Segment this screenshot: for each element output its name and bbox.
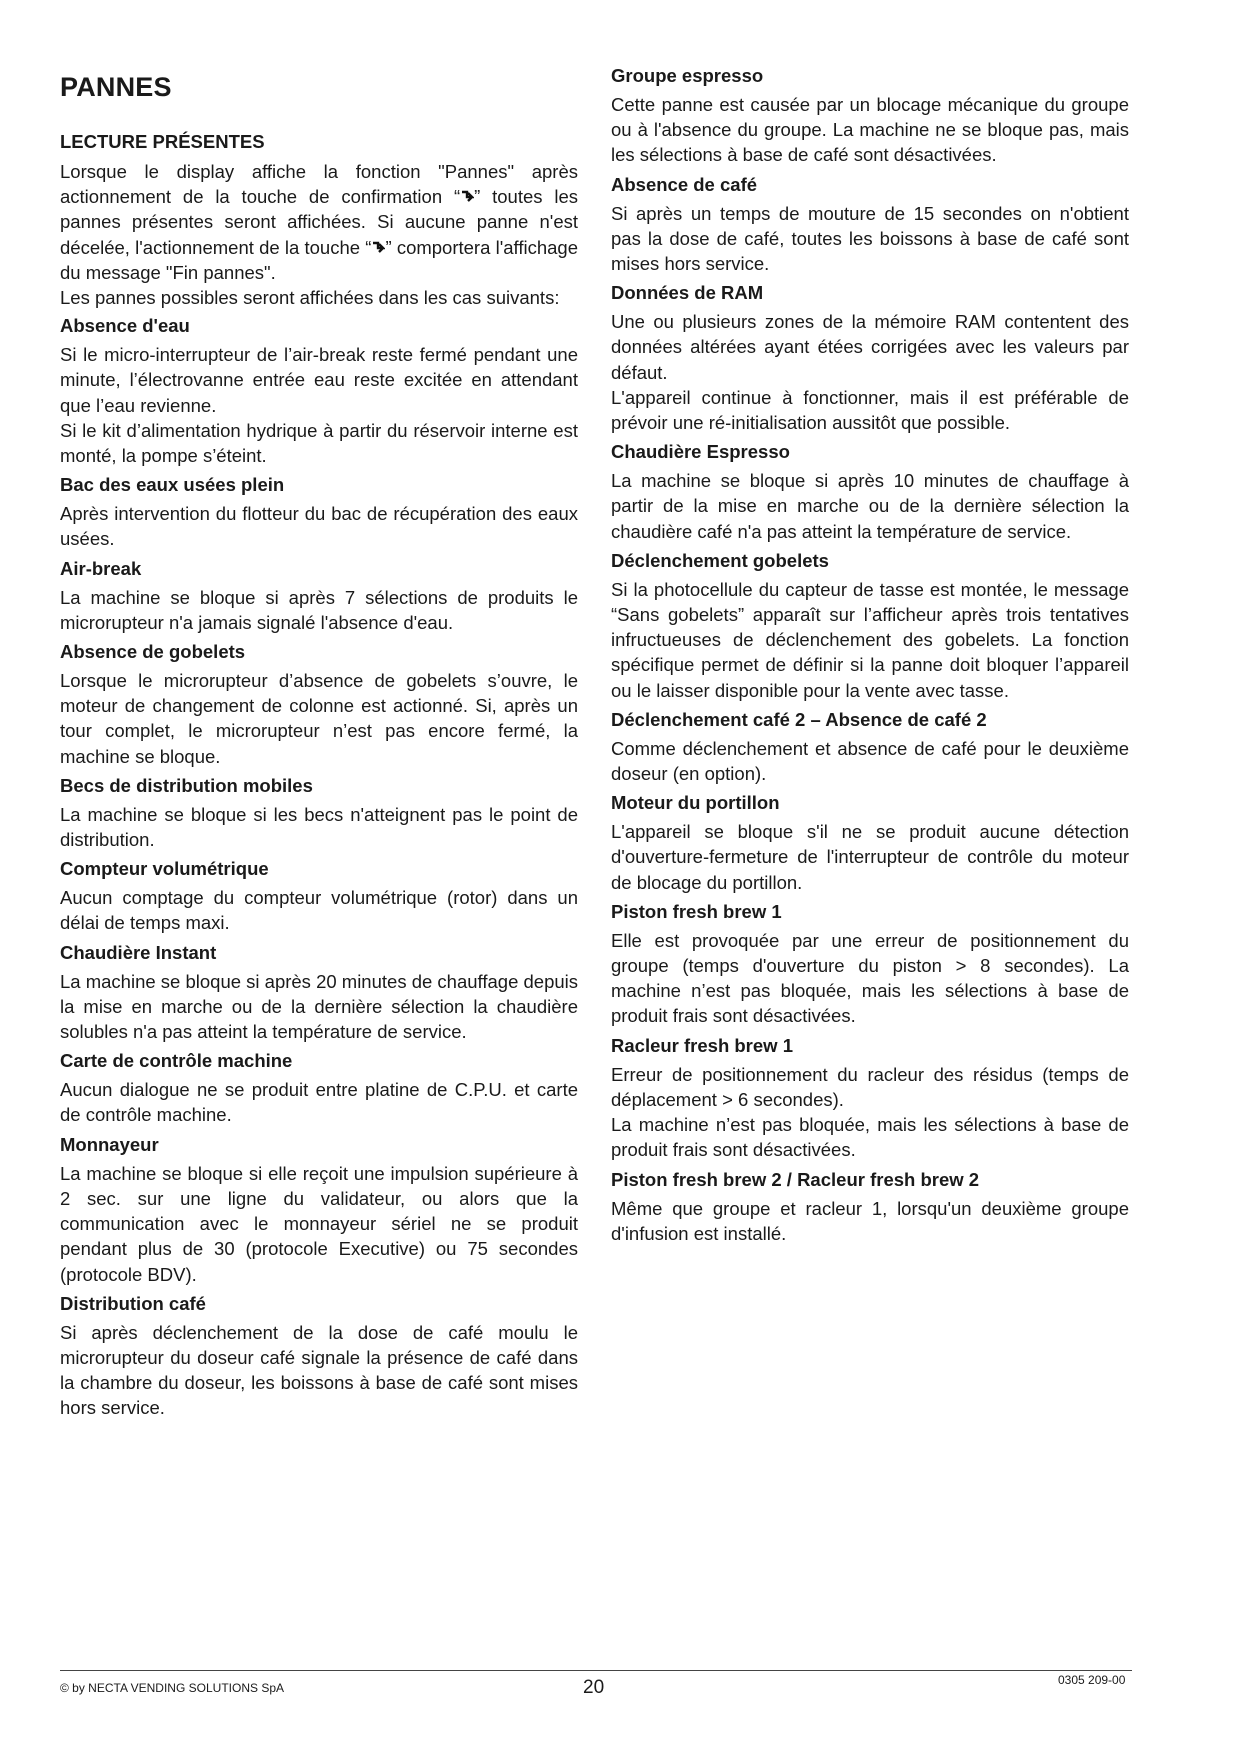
fault-section (60, 640, 578, 769)
fault-section (611, 64, 1129, 168)
fault-title: Becs de distribution mobiles (60, 774, 313, 796)
footer-divider (60, 1670, 1132, 1671)
fault-title: Chaudière Instant (60, 941, 217, 963)
fault-section (611, 281, 1129, 435)
fault-description: L'appareil se bloque s'il ne se produit aucune détection d'ouverture-fermeture de l'interrupteur de contrôle du moteur de blocage du portillon. (611, 821, 1129, 893)
fault-section (60, 1133, 578, 1287)
fault-title: Distribution café (60, 1292, 206, 1314)
fault-description: Une ou plusieurs zones de la mémoire RAM contentent des données altérées ayant étées corrigées avec les valeurs par défaut. (611, 311, 1129, 383)
fault-description: La machine se bloque si elle reçoit une impulsion supérieure à 2 sec. sur une ligne du validateur, ou alors que la communication avec le monnayeur sériel ne se produit pendant plus de 30 (protocole Executive) ou 75 secondes (protocole BDV). (60, 1162, 578, 1285)
fault-title: Compteur volumétrique (60, 858, 269, 880)
footer-copyright: © by NECTA VENDING SOLUTIONS SpA (60, 1681, 285, 1695)
fault-description: Cette panne est causée par un blocage mécanique du groupe ou à l'absence du groupe. La machine ne se bloque pas, mais les sélections à base de café sont désactivées. (611, 94, 1129, 166)
document-code: 0305 209-00 (1058, 1673, 1126, 1687)
fault-description: La machine se bloque si après 20 minutes de chauffage depuis la mise en marche ou de la dernière sélection la chaudière solubles n'a pas atteint la température de service. (60, 970, 579, 1043)
fault-section (611, 900, 1129, 1029)
fault-title: Air-break (60, 557, 142, 579)
fault-section (611, 1168, 1129, 1246)
fault-title: Bac des eaux usées plein (60, 474, 285, 496)
fault-description: Comme déclenchement et absence de café pour le deuxième doseur (en option). (611, 737, 1129, 785)
fault-description: Si le micro-interrupteur de l’air-break reste fermé pendant une minute, l’électrovanne entrée eau reste excitée en attendant que l’eau revienne. (60, 344, 578, 416)
fault-title: Piston fresh brew 2 / Racleur fresh brew 2 (611, 1168, 980, 1190)
page-title: PANNES (60, 72, 172, 102)
fault-description: Aucun dialogue ne se produit entre platine de C.P.U. et carte de contrôle machine. (60, 1079, 578, 1126)
fault-description: Lorsque le microrupteur d’absence de gobelets s’ouvre, le moteur de changement de colonne est actionné. Si, après un tour complet, le microrupteur n’est pas encore fermé, la machine se bloque. (60, 670, 578, 767)
fault-description: L'appareil continue à fonctionner, mais il est préférable de prévoir une ré-initialisation aussitôt que possible. (611, 386, 1129, 434)
fault-title: Moteur du portillon (611, 792, 780, 814)
intro-paragraph-2: Les pannes possibles seront affichées dans les cas suivants: (60, 287, 560, 309)
fault-title: Racleur fresh brew 1 (611, 1034, 793, 1056)
enter-key-icon (371, 236, 385, 250)
fault-description: La machine se bloque si après 7 sélections de produits le microrupteur n'a jamais signalé l'absence d'eau. (60, 586, 578, 633)
fault-title: Piston fresh brew 1 (611, 900, 782, 922)
fault-section (611, 173, 1129, 277)
fault-description: Elle est provoquée par une erreur de positionnement du groupe (temps d'ouverture du piston > 8 secondes). La machine n’est pas bloquée, mais les sélections à base de produit frais sont désactivées. (611, 929, 1129, 1027)
fault-title: Absence de café (611, 173, 758, 195)
fault-title: Données de RAM (611, 282, 764, 304)
intro-paragraph-1 (60, 159, 578, 285)
fault-description: Si le kit d’alimentation hydrique à partir du réservoir interne est monté, la pompe s’éteint. (60, 419, 578, 467)
fault-title: Carte de contrôle machine (60, 1050, 293, 1072)
fault-title: Groupe espresso (611, 65, 764, 86)
fault-title: Chaudière Espresso (611, 441, 790, 463)
right-column (611, 64, 1129, 1251)
fault-title: Absence de gobelets (60, 641, 246, 663)
fault-section (611, 791, 1129, 895)
fault-section (611, 440, 1129, 544)
fault-section (60, 857, 578, 935)
fault-title: Déclenchement café 2 – Absence de café 2 (611, 708, 987, 730)
fault-section (60, 1049, 578, 1127)
fault-section (60, 473, 578, 551)
fault-section (60, 314, 578, 468)
right-sections (611, 64, 1129, 1246)
intro-text-a: Lorsque le display affiche la fonction "Pannes" après actionnement de la touche de confirmation “ (60, 161, 578, 208)
fault-description: Même que groupe et racleur 1, lorsqu'un deuxième groupe d'infusion est installé. (611, 1197, 1129, 1244)
fault-description: Aucun comptage du compteur volumétrique (rotor) dans un délai de temps maxi. (60, 887, 578, 934)
fault-section (60, 941, 578, 1045)
left-column (60, 64, 578, 1426)
fault-description: Erreur de positionnement du racleur des résidus (temps de déplacement > 6 secondes). (611, 1063, 1129, 1110)
page-number: 20 (583, 1677, 605, 1698)
fault-description: Après intervention du flotteur du bac de récupération des eaux usées. (60, 503, 578, 550)
fault-section (60, 557, 578, 635)
fault-section (611, 1034, 1129, 1163)
fault-title: Absence d'eau (60, 315, 190, 337)
fault-description: Si après un temps de mouture de 15 secondes on n'obtient pas la dose de café, toutes les boissons à base de café sont mises hors service. (611, 202, 1129, 275)
left-sections (60, 314, 578, 1420)
fault-description: La machine n’est pas bloquée, mais les sélections à base de produit frais sont désactivées. (611, 1114, 1129, 1161)
fault-description: La machine se bloque si après 10 minutes de chauffage à partir de la mise en marche ou de la dernière sélection la chaudière café n'a pas atteint la température de service. (611, 470, 1129, 542)
enter-key-icon (460, 185, 474, 199)
fault-description: La machine se bloque si les becs n'atteignent pas le point de distribution. (60, 803, 578, 851)
fault-section (60, 774, 578, 852)
section-subtitle: LECTURE PRÉSENTES (60, 131, 265, 152)
fault-title: Monnayeur (60, 1133, 159, 1155)
intro-text-b: ” toutes les pannes présentes seront affichées. Si aucune panne n'est décelée, l'actionnement de la touche “ (60, 186, 578, 258)
fault-title: Déclenchement gobelets (611, 549, 829, 571)
fault-section (60, 1292, 578, 1421)
fault-section (611, 708, 1129, 786)
fault-description: Si après déclenchement de la dose de café moulu le microrupteur du doseur café signale la présence de café dans la chambre du doseur, les boissons à base de café sont mises hors service. (60, 1321, 578, 1419)
intro-text-c: ” comportera l'affichage du message "Fin pannes". (60, 236, 578, 283)
fault-section (611, 549, 1129, 703)
intro (60, 159, 578, 310)
fault-description: Si la photocellule du capteur de tasse est montée, le message “Sans gobelets” apparaît sur l’afficheur après trois tentatives infructueuses de déclenchement des gobelets. La fonction spécifique permet de définir si la panne doit bloquer l’appareil ou le laisser disponible pour la vente avec tasse. (611, 578, 1129, 701)
